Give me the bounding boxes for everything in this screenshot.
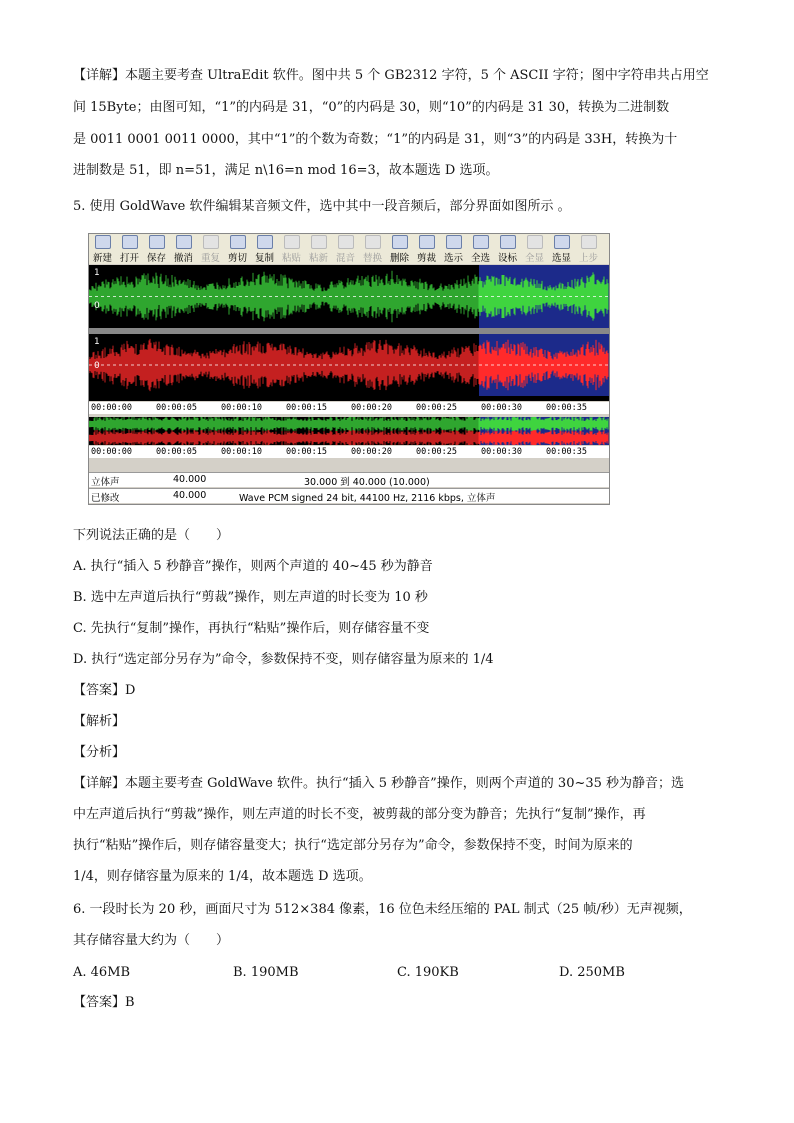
toolbar-button-3[interactable] <box>170 234 197 264</box>
overview-waveform <box>89 417 609 445</box>
ruler-tick-label: 00:00:00 <box>91 447 132 457</box>
status-selection: 30.000 到 40.000 (10.000) <box>304 477 430 488</box>
toolbar-label: 打开 <box>119 253 139 264</box>
ruler-tick-label: 00:00:10 <box>221 447 262 457</box>
left-waveform <box>89 265 609 328</box>
text-line: 进制数是 51，即 n=51，满足 n\16=n mod 16=3，故本题选 D 选项。 <box>73 163 499 178</box>
toolbar-icon <box>149 235 165 249</box>
toolbar-label: 剪裁 <box>416 253 436 264</box>
ruler-tick-label: 00:00:20 <box>351 403 392 413</box>
toolbar-icon <box>554 235 570 249</box>
goldwave-toolbar <box>89 234 609 264</box>
ruler-tick-label: 00:00:35 <box>546 447 587 457</box>
ruler-tick-label: 00:00:15 <box>286 403 327 413</box>
toolbar-label: 选示 <box>443 253 463 264</box>
toolbar-button-12[interactable] <box>413 234 440 264</box>
toolbar-label: 替换 <box>362 253 382 264</box>
toolbar-button-17[interactable] <box>548 234 575 264</box>
option-d: D. 执行“选定部分另存为”命令，参数保持不变，则存储容量为原来的 1/4 <box>73 652 494 667</box>
channel-zero-label: 0 <box>94 301 100 311</box>
status-bar-1 <box>89 472 609 487</box>
status-modified: 已修改 <box>91 493 120 504</box>
toolbar-button-14[interactable] <box>467 234 494 264</box>
toolbar-icon <box>203 235 219 249</box>
toolbar-button-10[interactable] <box>359 234 386 264</box>
option-a: A. 执行“插入 5 秒静音”操作，则两个声道的 40~45 秒为静音 <box>73 559 433 574</box>
answer-label: 【答案】D <box>73 683 136 698</box>
toolbar-label: 重复 <box>200 253 220 264</box>
toolbar-label: 复制 <box>254 253 274 264</box>
ruler-tick-label: 00:00:25 <box>416 447 457 457</box>
q6-option-c: C. 190KB <box>397 965 459 980</box>
question-6-stem: 其存储容量大约为（ ） <box>73 933 230 948</box>
text-line: 【详解】本题主要考查 UltraEdit 软件。图中共 5 个 GB2312 字符，5 个 ASCII 字符；图中字符串共占用空 <box>73 68 709 83</box>
channel-zero-label: 0 <box>94 361 100 371</box>
toolbar-button-11[interactable] <box>386 234 413 264</box>
q6-option-a: A. 46MB <box>73 965 131 980</box>
toolbar-icon <box>284 235 300 249</box>
toolbar-label: 剪切 <box>227 253 247 264</box>
toolbar-icon <box>581 235 597 249</box>
ruler-tick-label: 00:00:20 <box>351 447 392 457</box>
toolbar-button-18[interactable] <box>575 234 602 264</box>
toolbar-button-8[interactable] <box>305 234 332 264</box>
toolbar-button-0[interactable] <box>89 234 116 264</box>
toolbar-label: 粘贴 <box>281 253 301 264</box>
ruler-tick-label: 00:00:35 <box>546 403 587 413</box>
toolbar-label: 删除 <box>389 253 409 264</box>
analysis-label: 【解析】 <box>73 714 126 729</box>
left-channel-wave <box>89 265 609 328</box>
toolbar-icon <box>446 235 462 249</box>
option-b: B. 选中左声道后执行“剪裁”操作，则左声道的时长变为 10 秒 <box>73 590 428 605</box>
toolbar-label: 撤消 <box>173 253 193 264</box>
toolbar-button-15[interactable] <box>494 234 521 264</box>
toolbar-label: 混音 <box>335 253 355 264</box>
status-length: 40.000 <box>173 490 207 501</box>
channel-label: 1 <box>94 337 100 347</box>
ruler-tick-label: 00:00:15 <box>286 447 327 457</box>
toolbar-icon <box>257 235 273 249</box>
ruler-tick-label: 00:00:25 <box>416 403 457 413</box>
right-waveform <box>89 334 609 396</box>
toolbar-icon <box>473 235 489 249</box>
overview-ruler <box>89 446 609 458</box>
toolbar-label: 粘新 <box>308 253 328 264</box>
channel-label: 1 <box>94 268 100 278</box>
toolbar-button-6[interactable] <box>251 234 278 264</box>
toolbar-button-4[interactable] <box>197 234 224 264</box>
question-5-stem: 5. 使用 GoldWave 软件编辑某音频文件，选中其中一段音频后，部分界面如图所示 。 <box>73 199 571 214</box>
toolbar-icon <box>230 235 246 249</box>
ruler-tick-label: 00:00:05 <box>156 403 197 413</box>
toolbar-button-7[interactable] <box>278 234 305 264</box>
toolbar-label: 保存 <box>146 253 166 264</box>
toolbar-icon <box>392 235 408 249</box>
detail-line: 1/4，则存储容量为原来的 1/4，故本题选 D 选项。 <box>73 869 372 884</box>
toolbar-icon <box>176 235 192 249</box>
toolbar-icon <box>419 235 435 249</box>
toolbar-button-13[interactable] <box>440 234 467 264</box>
status-bar-2 <box>89 488 609 503</box>
overview-wave <box>89 417 609 445</box>
time-ruler <box>89 402 609 414</box>
toolbar-button-1[interactable] <box>116 234 143 264</box>
toolbar-label: 新建 <box>92 253 112 264</box>
toolbar-icon <box>338 235 354 249</box>
toolbar-icon <box>365 235 381 249</box>
toolbar-label: 设标 <box>497 253 517 264</box>
toolbar-button-2[interactable] <box>143 234 170 264</box>
option-c: C. 先执行“复制”操作，再执行“粘贴”操作后，则存储容量不变 <box>73 621 430 636</box>
toolbar-button-5[interactable] <box>224 234 251 264</box>
ruler-tick-label: 00:00:30 <box>481 447 522 457</box>
toolbar-icon <box>122 235 138 249</box>
toolbar-icon <box>311 235 327 249</box>
q6-option-b: B. 190MB <box>233 965 299 980</box>
toolbar-icon <box>527 235 543 249</box>
text-line: 间 15Byte；由图可知，“1”的内码是 31，“0”的内码是 30，则“10”的内码是 31 30，转换为二进制数 <box>73 100 670 115</box>
right-channel-wave <box>89 334 609 396</box>
detail-line: 中左声道后执行“剪裁”操作，则左声道的时长不变，被剪裁的部分变为静音；先执行“复制”操作，再 <box>73 807 646 822</box>
ruler-tick-label: 00:00:10 <box>221 403 262 413</box>
text-line: 是 0011 0001 0011 0000，其中“1”的个数为奇数；“1”的内码是 31，则“3”的内码是 33H，转换为十 <box>73 132 678 147</box>
fenxi-label: 【分析】 <box>73 745 126 760</box>
question-prompt: 下列说法正确的是（ ） <box>73 528 230 543</box>
goldwave-window <box>88 233 610 505</box>
detail-line: 执行“粘贴”操作后，则存储容量变大；执行“选定部分另存为”命令，参数保持不变，时间为原来的 <box>73 838 633 853</box>
timeline-bar <box>89 396 609 401</box>
toolbar-button-16[interactable] <box>521 234 548 264</box>
toolbar-label: 选显 <box>551 253 571 264</box>
toolbar-label: 全显 <box>524 253 544 264</box>
status-length: 40.000 <box>173 474 207 485</box>
detail-line: 【详解】本题主要考查 GoldWave 软件。执行“插入 5 秒静音”操作，则两个声道的 30~35 秒为静音；选 <box>73 776 685 791</box>
ruler-tick-label: 00:00:00 <box>91 403 132 413</box>
status-format: Wave PCM signed 24 bit, 44100 Hz, 2116 kbps, 立体声 <box>239 493 496 504</box>
ruler-tick-label: 00:00:30 <box>481 403 522 413</box>
status-channels: 立体声 <box>91 477 120 488</box>
toolbar-icon <box>500 235 516 249</box>
toolbar-icon <box>95 235 111 249</box>
question-6-stem: 6. 一段时长为 20 秒，画面尺寸为 512×384 像素，16 位色未经压缩的 PAL 制式（25 帧/秒）无声视频， <box>73 902 692 917</box>
q6-answer: 【答案】B <box>73 995 135 1010</box>
ruler-tick-label: 00:00:05 <box>156 447 197 457</box>
q6-option-d: D. 250MB <box>559 965 625 980</box>
toolbar-label: 全选 <box>470 253 490 264</box>
toolbar-button-9[interactable] <box>332 234 359 264</box>
toolbar-label: 上步 <box>578 253 598 264</box>
